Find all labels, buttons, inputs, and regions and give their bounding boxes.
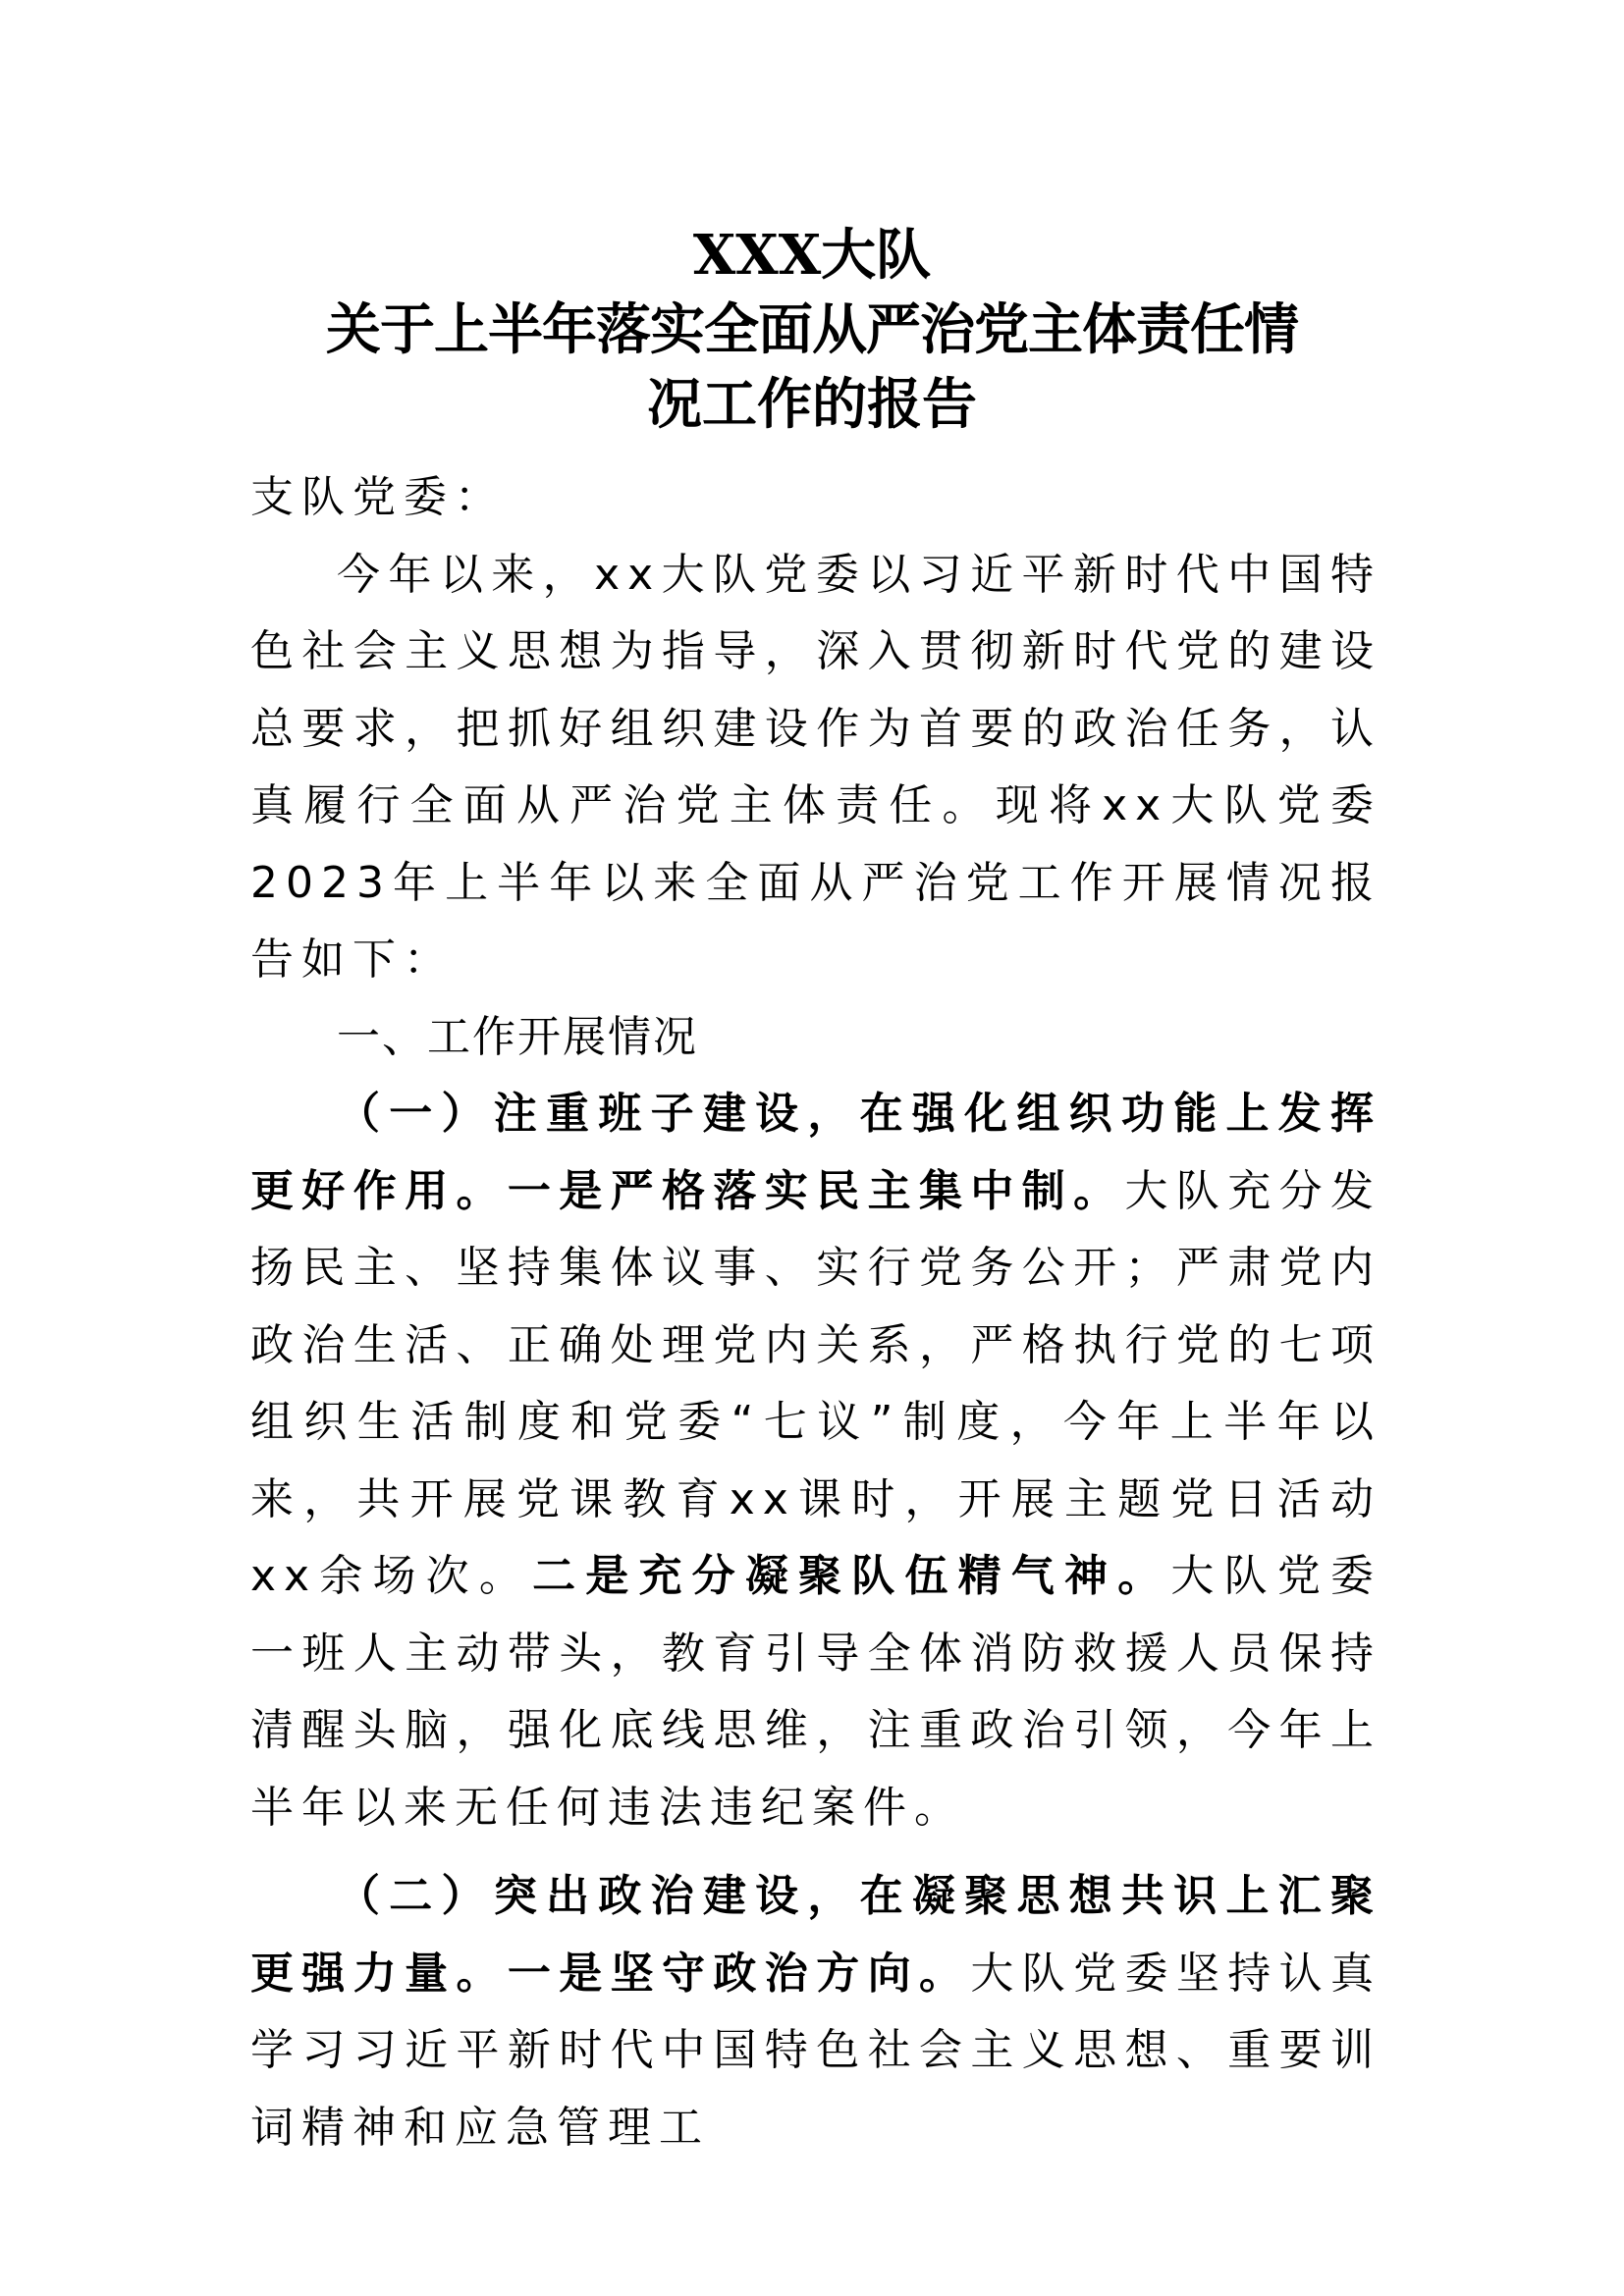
- subsection-1-point-1-text: 大队充分发扬民主、坚持集体议事、实行党务公开；严肃党内政治生活、正确处理党内关系，严格执行党的七项组织生活制度和党委“七议”制度，今年上半年以来，共开展党课教育xx课时，开展主题党日活动xx余场次。: [250, 1165, 1382, 1601]
- subsection-1-point-2-text: 大队党委一班人主动带头，教育引导全体消防救援人员保持清醒头脑，强化底线思维，注重政治引领，今年上半年以来无任何违法违纪案件。: [250, 1551, 1382, 1833]
- subsection-1-paragraph: [250, 1076, 1381, 1846]
- subsection-2-paragraph: [250, 1858, 1381, 2166]
- subsection-2-heading: （二）突出政治建设，在凝聚思想共识上汇聚更强力量。: [250, 1871, 1381, 1999]
- intro-paragraph: 今年以来，xx大队党委以习近平新时代中国特色社会主义思想为指导，深入贯彻新时代党的建设总要求，把抓好组织建设作为首要的政治任务，认真履行全面从严治党主体责任。现将xx大队党委2023年上半年以来全面从严治党工作开展情况报告如下：: [250, 549, 1381, 985]
- subsection-1-point-1-lead: 一是严格落实民主集中制。: [507, 1165, 1125, 1216]
- document-body: [250, 459, 1381, 2166]
- document-title: [0, 218, 1624, 442]
- subsection-1-heading: （一）注重班子建设，在强化组织功能上发挥更好作用。: [250, 1089, 1381, 1216]
- subsection-1-point-2-lead: 二是充分凝聚队伍精气神。: [532, 1551, 1171, 1601]
- title-line-subject: 关于上半年落实全面从严治党主体责任情: [326, 297, 1298, 362]
- subsection-2-point-1-lead: 一是坚守政治方向。: [507, 1948, 971, 1999]
- subsection-2-point-1-text: 大队党委坚持认真学习习近平新时代中国特色社会主义思想、重要训词精神和应急管理工: [250, 1948, 1382, 2153]
- title-line-unit: XXX大队: [692, 223, 932, 288]
- salutation: 支队党委：: [250, 472, 506, 522]
- section-heading-1: 一、工作开展情况: [337, 1011, 698, 1062]
- title-line-subject-cont: 况工作的报告: [647, 372, 977, 437]
